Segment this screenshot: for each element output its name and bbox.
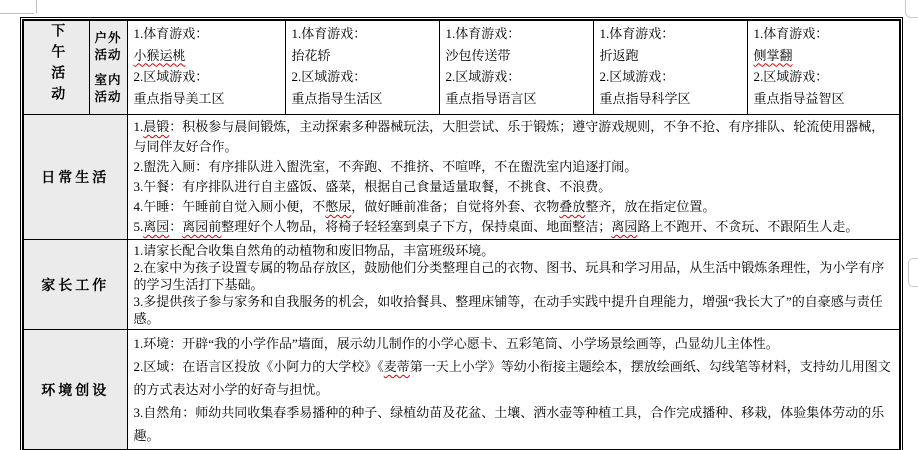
text-segment: 重点指导生活区: [291, 90, 383, 106]
text-segment: 沙包传送带: [445, 47, 511, 63]
text-segment: 重点指导语言区: [445, 90, 537, 106]
text-line: [134, 401, 894, 447]
text-segment: 整齐，放在指定位置。: [585, 199, 716, 214]
misspelled-text: 离园: [611, 219, 638, 234]
weekly-plan-table-grid: [22, 19, 901, 450]
text-line: [446, 45, 587, 67]
cell-afternoon-header[interactable]: [23, 20, 89, 115]
text-line: [292, 66, 433, 88]
text-segment: 2.区域：在语言区投放《小阿力的大学校》《: [133, 359, 384, 374]
table-row-parent-work: [23, 240, 900, 330]
text-line: [134, 45, 279, 67]
daily-life-header-label: 日常生活: [41, 171, 110, 186]
indoor-activity-label: 室内活动: [94, 72, 122, 104]
text-segment: 1.体育游戏：: [445, 26, 521, 41]
text-line: [134, 242, 894, 259]
text-segment: 第一天上小学》等幼小衔接主题绘本，摆放绘画纸、勾线笔等材料，支持幼儿用图文的方式表达对小学的好奇与担忧。: [133, 359, 891, 397]
text-line: [134, 293, 894, 327]
text-segment: ：积极参与晨间锻炼，主动探索多种器械玩法，大胆尝试、乐于锻炼；遵守游戏规则，不争不抢、有序排队、轮流使用器械，与同伴友好合作。: [133, 119, 885, 154]
text-line: [600, 23, 741, 45]
text-line: [134, 332, 894, 355]
page-edge-line-vertical: [36, 0, 37, 13]
text-segment: 抬花轿: [291, 47, 331, 63]
text-line: [134, 23, 279, 45]
cell-environment-header[interactable]: [23, 330, 127, 450]
cell-afternoon-day-4[interactable]: [593, 20, 747, 115]
misspelled-text: 离园: [143, 219, 170, 234]
text-segment: ，做好睡前准备；自觉将外套、衣物: [351, 199, 560, 214]
text-line: [134, 197, 894, 217]
text-segment: 路上不跑开、不贪玩、不跟陌生人走。: [637, 219, 859, 234]
misspelled-text: 憋尿: [325, 199, 352, 214]
text-line: [292, 45, 433, 67]
misspelled-text: 叠放: [559, 199, 586, 214]
misspelled-text: 离园前: [182, 219, 222, 234]
text-segment: 重点指导科学区: [599, 90, 691, 106]
text-segment: 2.盥洗入厕：有序排队进入盥洗室，不奔跑、不推挤、不喧哗，不在盥洗室内追逐打闹。: [133, 159, 638, 174]
text-line: [134, 66, 279, 88]
text-segment: 1.请家长配合收集自然角的动植物和废旧物品，丰富班级环境。: [133, 243, 495, 258]
text-segment: 1.体育游戏：: [753, 26, 829, 41]
text-segment: 重点指导美工区: [133, 90, 225, 106]
page-corner-top-right: [905, 0, 918, 18]
text-segment: 1.环境：开辟“我的小学作品”墙面，展示幼儿制作的小学心愿卡、五彩笔筒、小学场景绘画等，凸显幼儿主体性。: [133, 336, 779, 351]
text-line: [446, 66, 587, 88]
misspelled-text: 晨锻: [143, 119, 170, 134]
cell-parent-work-content[interactable]: [127, 240, 900, 330]
text-segment: 2.区域游戏：: [753, 69, 829, 84]
outdoor-activity-label: 户外活动: [94, 30, 122, 62]
text-segment: 2.区域游戏：: [291, 69, 367, 84]
table-row-daily-life: [23, 115, 900, 240]
text-segment: 4.午睡：午睡前自觉入厕小便，不: [133, 199, 326, 214]
weekly-plan-table: [20, 17, 903, 450]
cell-afternoon-day-2[interactable]: [285, 20, 439, 115]
text-line: [134, 259, 894, 293]
cell-activity-subheaders[interactable]: [89, 20, 127, 115]
text-segment: 3.午餐：有序排队进行自主盛饭、盛菜，根据自己食量适量取餐，不挑食、不浪费。: [133, 179, 612, 194]
text-line: [754, 45, 894, 67]
text-segment: ：: [169, 219, 183, 234]
text-line: [134, 355, 894, 401]
text-segment: 1.体育游戏：: [291, 26, 367, 41]
text-segment: 2.在家中为孩子设置专属的物品存放区，鼓励他们分类整理自己的衣物、图书、玩具和学习用品，从生活中锻炼条理性，为小学有序的学习生活打下基础。: [133, 260, 885, 292]
text-line: [600, 88, 741, 110]
cell-parent-work-header[interactable]: [23, 240, 127, 330]
text-line: [292, 88, 433, 110]
text-segment: 3.自然角：师幼共同收集春季易播种的种子、绿植幼苗及花盆、土壤、洒水壶等种植工具，合作完成播种、移栽，体验集体劳动的乐趣。: [133, 405, 885, 443]
text-segment: 1.: [133, 119, 144, 134]
parent-work-header-label: 家长工作: [41, 278, 110, 294]
misspelled-text: 侧掌翻: [753, 47, 793, 63]
table-row-environment: [23, 330, 900, 450]
environment-header-label: 环境创设: [41, 383, 110, 399]
text-line: [446, 23, 587, 45]
text-line: [600, 45, 741, 67]
cell-afternoon-day-1[interactable]: [127, 20, 285, 115]
text-line: [600, 66, 741, 88]
text-line: [292, 23, 433, 45]
afternoon-header-label: 下午活动: [49, 23, 65, 107]
misspelled-text: 小猴运桃: [133, 47, 186, 63]
text-segment: 重点指导益智区: [753, 90, 845, 106]
text-line: [754, 66, 894, 88]
cell-environment-content[interactable]: [127, 330, 900, 450]
text-segment: 整理好个人物品，将椅子轻轻塞到桌子下方，保持桌面、地面整洁；: [221, 219, 612, 234]
text-line: [446, 88, 587, 110]
text-line: [134, 117, 894, 157]
text-line: [754, 88, 894, 110]
cell-daily-life-content[interactable]: [127, 115, 900, 240]
cell-daily-life-header[interactable]: [23, 115, 127, 240]
page-edge-line-horizontal: [0, 13, 34, 14]
text-segment: 1.体育游戏：: [599, 26, 675, 41]
table-row-afternoon: [23, 20, 900, 115]
text-line: [754, 23, 894, 45]
text-segment: 1.体育游戏：: [133, 26, 209, 41]
text-segment: 5.: [133, 219, 144, 234]
cell-afternoon-day-3[interactable]: [439, 20, 593, 115]
cell-afternoon-day-5[interactable]: [747, 20, 900, 115]
text-segment: 折返跑: [599, 47, 639, 63]
text-line: [134, 88, 279, 110]
text-line: [134, 217, 894, 237]
text-segment: 3.多提供孩子参与家务和自我服务的机会，如收拾餐具、整理床铺等，在动手实践中提升自理能力，增强“我长大了”的自豪感与责任感。: [133, 294, 883, 326]
text-segment: 2.区域游戏：: [133, 69, 209, 84]
text-segment: 2.区域游戏：: [599, 69, 675, 84]
right-margin-mark: [908, 258, 918, 287]
text-segment: 2.区域游戏：: [445, 69, 521, 84]
misspelled-text: 麦蒂: [383, 359, 410, 374]
text-line: [134, 157, 894, 177]
text-line: [134, 177, 894, 197]
